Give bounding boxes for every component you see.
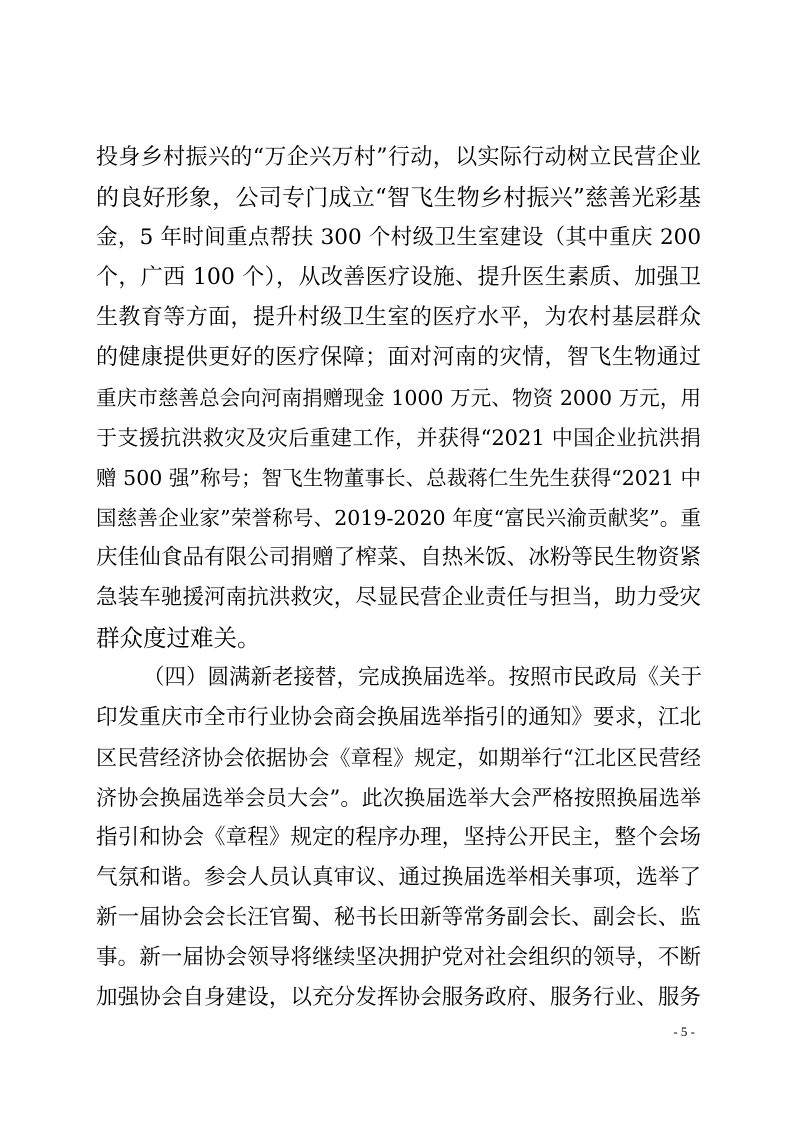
paragraph-line-13: 群众度过难关。 [96,624,261,652]
section-heading-line: （四）圆满新老接替，完成换届选举。按照市民政局《关于 [143,665,703,690]
page-number: - 5 - [673,1024,695,1039]
paragraph-line-2: 的良好形象，公司专门成立“智飞生物乡村振兴”慈善光彩基 [96,185,701,211]
paragraph-line-12: 急装车驰援河南抗洪救灾，尽显民营企业责任与担当，助力受灾 [96,585,701,610]
paragraph-line-3: 金，5 年时间重点帮扶 300 个村级卫生室建设（其中重庆 200 [96,225,701,250]
paragraph-line-20: 新一届协会会长汪官蜀、秘书长田新等常务副会长、副会长、监 [96,905,701,930]
paragraph-line-7: 重庆市慈善总会向河南捐赠现金 1000 万元、物资 2000 万元，用 [96,386,701,410]
paragraph-line-21: 事。新一届协会领导将继续坚决拥护党对社会组织的领导，不断 [96,945,701,970]
paragraph-line-15: 印发重庆市全市行业协会商会换届选举指引的通知》要求，江北 [96,705,701,730]
paragraph-line-17: 济协会换届选举会员大会”。此次换届选举大会严格按照换届选举 [96,786,701,810]
paragraph-line-22: 加强协会自身建设，以充分发挥协会服务政府、服务行业、服务 [96,985,701,1010]
paragraph-line-11: 庆佳仙食品有限公司捐赠了榨菜、自热米饭、冰粉等民生物资紧 [96,545,701,570]
paragraph-line-9: 赠 500 强”称号；智飞生物董事长、总裁蒋仁生先生获得“2021 中 [96,466,701,490]
paragraph-line-10: 国慈善企业家”荣誉称号、2019-2020 年度“富民兴渝贡献奖”。重 [96,506,701,530]
paragraph-line-4: 个，广西 100 个），从改善医疗设施、提升医生素质、加强卫 [96,265,701,290]
paragraph-line-18: 指引和协会《章程》规定的程序办理，坚持公开民主，整个会场 [96,825,701,850]
paragraph-line-5: 生教育等方面，提升村级卫生室的医疗水平，为农村基层群众 [96,305,701,330]
paragraph-line-8: 于支援抗洪救灾及灾后重建工作，并获得“2021 中国企业抗洪捐 [96,426,701,450]
paragraph-line-1: 投身乡村振兴的“万企兴万村”行动，以实际行动树立民营企业 [96,145,701,170]
paragraph-line-19: 气氛和谐。参会人员认真审议、通过换届选举相关事项，选举了 [96,865,701,890]
paragraph-line-6: 的健康提供更好的医疗保障；面对河南的灾情，智飞生物通过 [96,345,701,370]
paragraph-line-16: 区民营经济协会依据协会《章程》规定，如期举行“江北区民营经 [96,746,701,770]
